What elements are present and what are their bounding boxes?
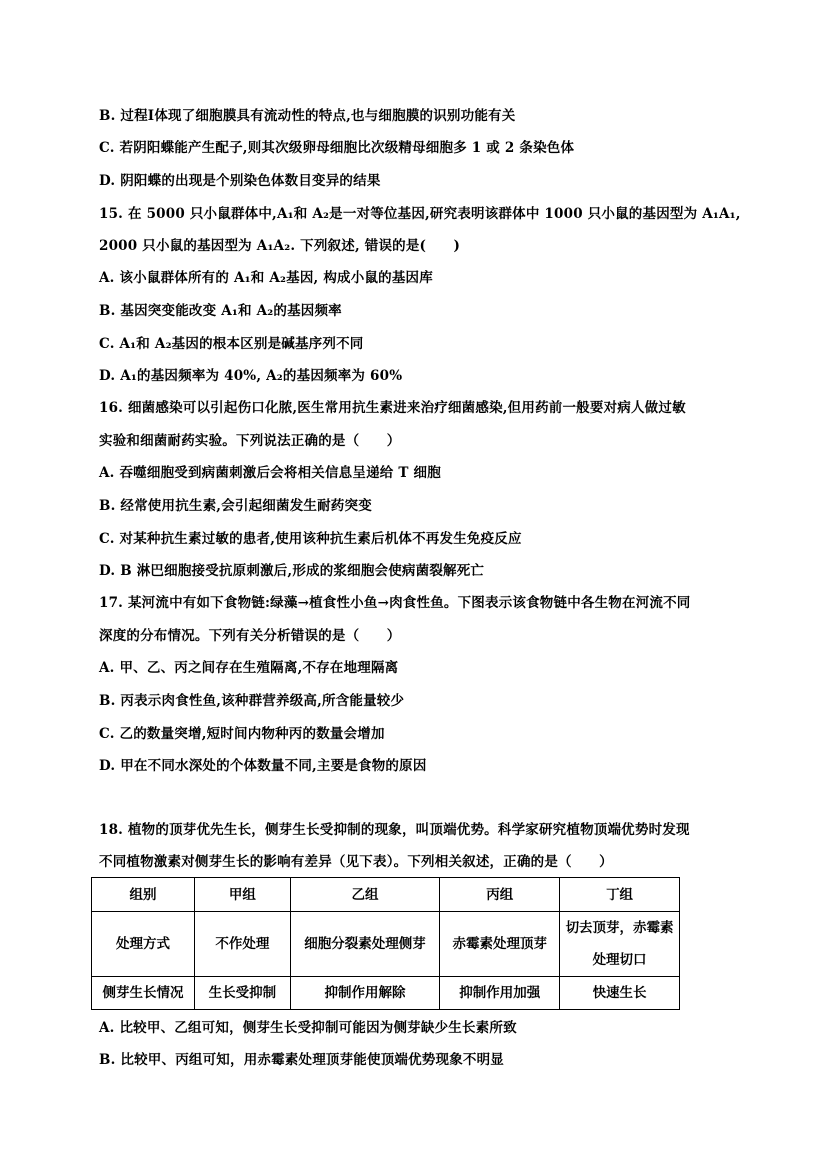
q14-option-b: B. 过程Ⅰ体现了细胞膜具有流动性的特点,也与细胞膜的识别功能有关 <box>99 108 516 124</box>
q16-option-d: D. B 淋巴细胞接受抗原刺激后,形成的浆细胞会使病菌裂解死亡 <box>99 563 485 579</box>
q15-option-b: B. 基因突变能改变 A₁和 A₂的基因频率 <box>99 303 342 319</box>
q16-option-b: B. 经常使用抗生素,会引起细菌发生耐药突变 <box>99 498 372 514</box>
table-row-method <box>92 912 680 977</box>
table-row-result <box>92 977 680 1010</box>
q16-option-c: C. 对某种抗生素过敏的患者,使用该种抗生素后机体不再发生免疫反应 <box>99 531 522 547</box>
q15-option-a: A. 该小鼠群体所有的 A₁和 A₂基因, 构成小鼠的基因库 <box>99 270 433 286</box>
table-cell: 切去顶芽，赤霉素处理切口 <box>560 912 680 977</box>
q18-option-a: A. 比较甲、乙组可知，侧芽生长受抑制可能因为侧芽缺少生长素所致 <box>99 1020 517 1036</box>
q15-stem-line2: 2000 只小鼠的基因型为 A₁A₂. 下列叙述, 错误的是( ) <box>99 238 461 254</box>
q17-stem-line2: 深度的分布情况。下列有关分析错误的是（ ） <box>99 628 401 644</box>
q16-stem-line2: 实验和细菌耐药实验。下列说法正确的是（ ） <box>99 433 401 449</box>
q15-option-d: D. A₁的基因频率为 40%, A₂的基因频率为 60% <box>99 368 403 384</box>
q17-option-d: D. 甲在不同水深处的个体数量不同,主要是食物的原因 <box>99 758 427 774</box>
table-cell: 不作处理 <box>195 912 291 977</box>
q18-stem-line2: 不同植物激素对侧芽生长的影响有差异（见下表）。下列相关叙述，正确的是（ ） <box>99 854 613 870</box>
table-cell: 细胞分裂素处理侧芽 <box>290 912 440 977</box>
table-cell: 组别 <box>92 878 195 912</box>
table-cell: 丙组 <box>440 878 560 912</box>
q17-option-a: A. 甲、乙、丙之间存在生殖隔离,不存在地理隔离 <box>99 660 399 676</box>
q17-option-b: B. 丙表示肉食性鱼,该种群营养级高,所含能量较少 <box>99 693 405 709</box>
table-cell: 生长受抑制 <box>195 977 291 1010</box>
table-cell: 快速生长 <box>560 977 680 1010</box>
table-row-header <box>92 878 680 912</box>
q14-option-d: D. 阴阳蝶的出现是个别染色体数目变异的结果 <box>99 173 381 189</box>
table-cell: 处理方式 <box>92 912 195 977</box>
table-cell: 乙组 <box>290 878 440 912</box>
q16-option-a: A. 吞噬细胞受到病菌刺激后会将相关信息呈递给 T 细胞 <box>99 465 441 481</box>
q18-stem-line1: 18. 植物的顶芽优先生长，侧芽生长受抑制的现象，叫顶端优势。科学家研究植物顶端优势时发现 <box>99 822 690 838</box>
table-cell: 抑制作用加强 <box>440 977 560 1010</box>
table-cell: 赤霉素处理顶芽 <box>440 912 560 977</box>
q17-option-c: C. 乙的数量突增,短时间内物种丙的数量会增加 <box>99 726 385 742</box>
q15-stem-line1: 15. 在 5000 只小鼠群体中,A₁和 A₂是一对等位基因,研究表明该群体中 1000 只小鼠的基因型为 A₁A₁, <box>99 206 741 222</box>
q18-table <box>91 877 680 1010</box>
q18-option-b: B. 比较甲、丙组可知，用赤霉素处理顶芽能使顶端优势现象不明显 <box>99 1052 505 1068</box>
q17-stem-line1: 17. 某河流中有如下食物链:绿藻→植食性小鱼→肉食性鱼。下图表示该食物链中各生物在河流不同 <box>99 595 691 611</box>
q15-option-c: C. A₁和 A₂基因的根本区别是碱基序列不同 <box>99 336 364 352</box>
table-cell: 丁组 <box>560 878 680 912</box>
table-cell: 抑制作用解除 <box>290 977 440 1010</box>
q14-option-c: C. 若阴阳蝶能产生配子,则其次级卵母细胞比次级精母细胞多 1 或 2 条染色体 <box>99 140 575 156</box>
table-cell: 侧芽生长情况 <box>92 977 195 1010</box>
table-cell: 甲组 <box>195 878 291 912</box>
q16-stem-line1: 16. 细菌感染可以引起伤口化脓,医生常用抗生素进来治疗细菌感染,但用药前一般要对病人做过敏 <box>99 400 686 416</box>
